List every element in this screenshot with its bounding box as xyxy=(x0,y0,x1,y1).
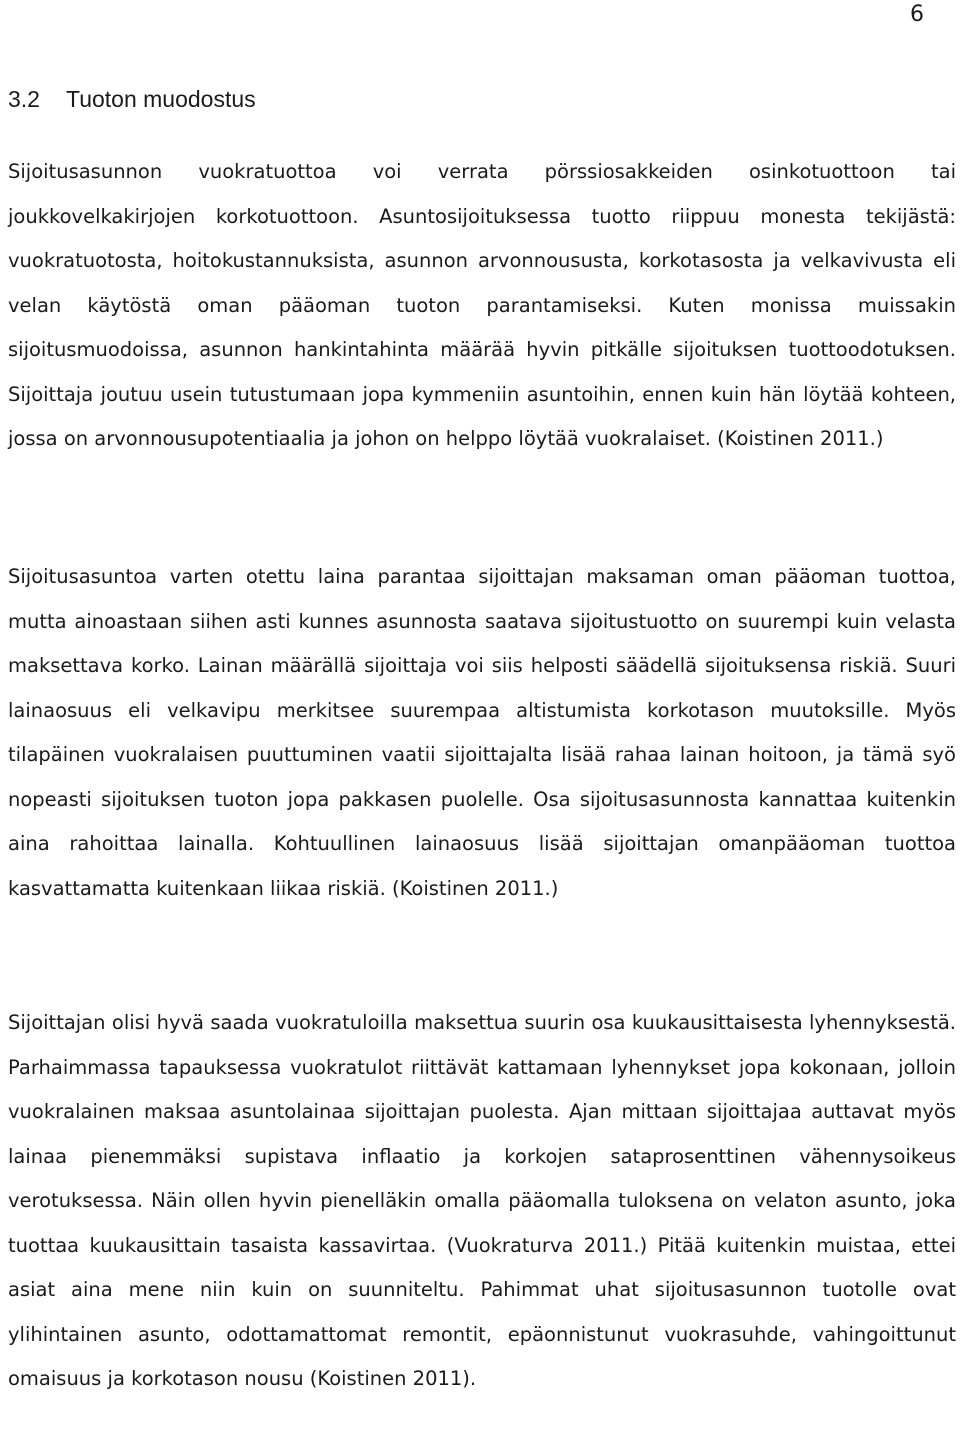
section-heading xyxy=(8,86,256,113)
body-paragraph: Sijoittajan olisi hyvä saada vuokratuloilla maksettua suurin osa kuukausittaisesta lyhennyksestä. Parhaimmassa tapauksessa vuokratulot riittävät kattamaan lyhennykset jopa kokonaan, jolloin vuokralainen maksaa asuntolainaa sijoittajan puolesta. Ajan mittaan sijoittajaa auttavat myös lainaa pienemmäksi supistava inflaatio ja korkojen sataprosenttinen vähennysoikeus verotuksessa. Näin ollen hyvin pienelläkin omalla pääomalla tuloksena on velaton asunto, joka tuottaa kuukausittain tasaista kassavirtaa. (Vuokraturva 2011.) Pitää kuitenkin muistaa, ettei asiat aina mene niin kuin on suunniteltu. Pahimmat uhat sijoitusasunnon tuotolle ovat ylihintainen asunto, odottamattomat remontit, epäonnistunut vuokrasuhde, vahingoittunut omaisuus ja korkotason nousu (Koistinen 2011). xyxy=(8,1011,956,1390)
body-paragraph: Sijoitusasunnon vuokratuottoa voi verrata pörssiosakkeiden osinkotuottoon tai joukkovelkakirjojen korkotuottoon. Asuntosijoituksessa tuotto riippuu monesta tekijästä: vuokratuotosta, hoitokustannuksista, asunnon arvonnoususta, korkotasosta ja velkavivusta eli velan käytöstä oman pääoman tuoton parantamiseksi. Kuten monissa muissakin sijoitusmuodoissa, asunnon hankintahinta määrää hyvin pitkälle sijoituksen tuottoodotuksen. Sijoittaja joutuu usein tutustumaan jopa kymmeniin asuntoihin, ennen kuin hän löytää kohteen, jossa on arvonnousupotentiaalia ja johon on helppo löytää vuokralaiset. (Koistinen 2011.) xyxy=(8,160,956,450)
section-number: 3.2 xyxy=(8,86,40,112)
section-title: Tuoton muodostus xyxy=(66,86,256,112)
page-number: 6 xyxy=(910,2,924,27)
body-paragraph: Sijoitusasuntoa varten otettu laina parantaa sijoittajan maksaman oman pääoman tuottoa, mutta ainoastaan siihen asti kunnes asunnosta saatava sijoitustuotto on suurempi kuin velasta maksettava korko. Lainan määrällä sijoittaja voi siis helposti säädellä sijoituksensa riskiä. Suuri lainaosuus eli velkavipu merkitsee suurempaa altistumista korkotason muutoksille. Myös tilapäinen vuokralaisen puuttuminen vaatii sijoittajalta lisää rahaa lainan hoitoon, ja tämä syö nopeasti sijoituksen tuoton jopa pakkasen puolelle. Osa sijoitusasunnosta kannattaa kuitenkin aina rahoittaa lainalla. Kohtuullinen lainaosuus lisää sijoittajan omanpääoman tuottoa kasvattamatta kuitenkaan liikaa riskiä. (Koistinen 2011.) xyxy=(8,565,956,900)
